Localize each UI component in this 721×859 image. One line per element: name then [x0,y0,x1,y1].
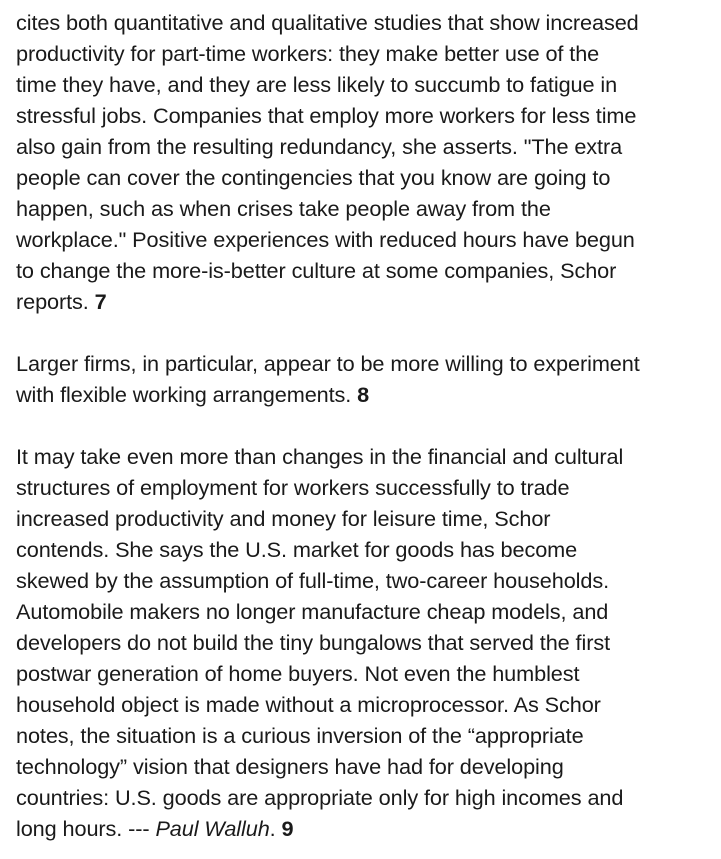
text-line: It may take even more than changes in the financial and cultural [16,444,624,469]
paragraph-7 [16,7,711,317]
text-line: time they have, and they are less likely to succumb to fatigue in [16,72,618,97]
text-line: workplace." Positive experiences with reduced hours have begun [16,227,635,252]
text-fragment: reports. [16,289,89,314]
text-line: skewed by the assumption of full-time, two-career households. [16,568,610,593]
text-fragment: long hours. --- [16,816,150,841]
paragraph-number: 8 [357,382,370,407]
paragraph-number: 9 [281,816,294,841]
text-line: cites both quantitative and qualitative studies that show increased [16,10,639,35]
text-line: to change the more-is-better culture at some companies, Schor [16,258,617,283]
text-line: happen, such as when crises take people away from the [16,196,551,221]
text-line: structures of employment for workers successfully to trade [16,475,570,500]
text-line: also gain from the resulting redundancy, she asserts. "The extra [16,134,623,159]
text-line: people can cover the contingencies that you know are going to [16,165,611,190]
text-line-last [16,379,711,410]
text-fragment: with flexible working arrangements. [16,382,352,407]
text-line: productivity for part-time workers: they make better use of the [16,41,600,66]
text-line: household object is made without a microprocessor. As Schor [16,692,601,717]
text-line-last [16,813,711,844]
text-line: developers do not build the tiny bungalows that served the first [16,630,610,655]
text-line: Automobile makers no longer manufacture cheap models, and [16,599,609,624]
text-line: stressful jobs. Companies that employ more workers for less time [16,103,637,128]
paragraph-8 [16,348,711,410]
author-period: . [269,816,276,841]
paragraph-9 [16,441,711,844]
text-line-last [16,286,711,317]
text-line: Larger firms, in particular, appear to be more willing to experiment [16,351,640,376]
author-name: Paul Walluh [155,816,270,841]
text-line: postwar generation of home buyers. Not even the humblest [16,661,580,686]
text-line: contends. She says the U.S. market for goods has become [16,537,578,562]
text-line: technology” vision that designers have had for developing [16,754,564,779]
paragraph-number: 7 [94,289,107,314]
text-line: notes, the situation is a curious inversion of the “appropriate [16,723,584,748]
text-line: countries: U.S. goods are appropriate only for high incomes and [16,785,624,810]
text-line: increased productivity and money for leisure time, Schor [16,506,551,531]
